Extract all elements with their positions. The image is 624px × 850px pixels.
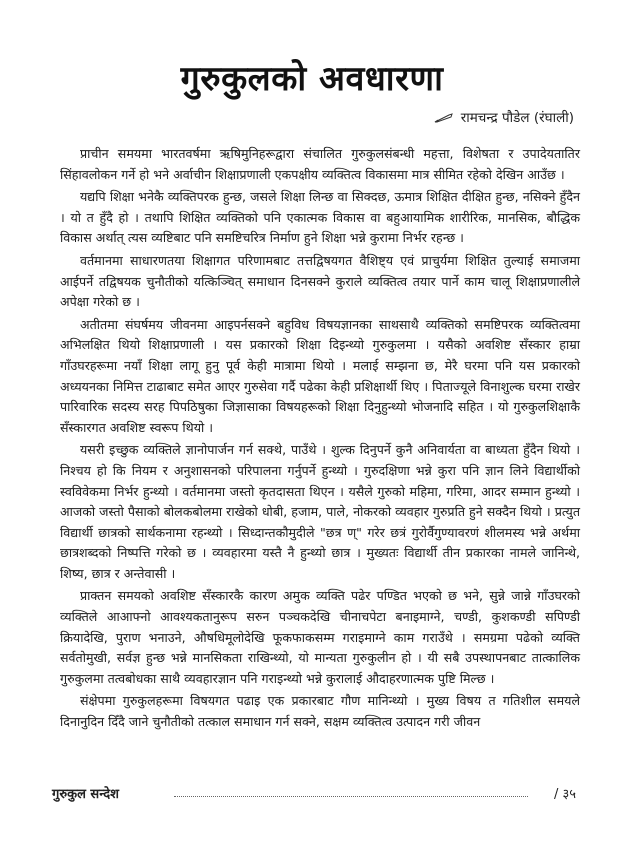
article-title: गुरुकुलको अवधारणा xyxy=(180,59,444,99)
paragraph: प्राक्तन समयको अवशिष्ट सँस्कारकै कारण अमुक व्यक्ति पढेर पण्डित भएको छ भने, सुन्ने जान्ने गाँउघरको व्यक्तिले आआफ्नो आवश्यकतानुरूप सरुन पञ्चकदेखि चीनाचपेटा बनाइमाग्ने, चण्डी, कुशकण्डी सपिण्डी क्रियादेखि, पुराण भनाउने, औषधिमूलोदेखि फूकफाकसम्म गराइमाग्ने काम गराउँथे । समग्रमा पढेको व्यक्ति सर्वतोमुखी, सर्वज्ञ हुन्छ भन्ने मानसिकता राखिन्थ्यो, यो मान्यता गुरुकुलीन हो । यी सबै उपस्थापनबाट तात्कालिक गुरुकुलमा तत्वबोधका साथै व्यवहारज्ञान पनि गराइन्थ्यो भन्ने कुरालाई औदाहरणात्मक पुष्टि मिल्छ । xyxy=(60,588,580,686)
paragraph: वर्तमानमा साधारणतया शिक्षागत परिणामबाट तत्तद्विषयगत वैशिष्ट्य एवं प्राचुर्यमा शिक्षित तुल्याई समाजमा आईपर्ने तद्विषयक चुनौतीको यत्किञ्चित् समाधान दिनसक्ने कुराले व्यक्तित्व तयार पार्ने काम चालू शिक्षाप्रणालीले अपेक्षा गरेको छ । xyxy=(60,252,580,310)
author-line xyxy=(434,108,574,126)
page-number: / ३५ xyxy=(553,787,576,802)
article-body xyxy=(60,144,580,735)
pen-icon xyxy=(434,113,454,123)
footer-divider xyxy=(174,796,528,797)
paragraph: प्राचीन समयमा भारतवर्षमा ऋषिमुनिहरूद्वारा संचालित गुरुकुलसंबन्धी महत्ता, विशेषता र उपादेयतातिर सिंहावलोकन गर्ने हो भने अर्वाचीन शिक्षाप्रणाली एकपक्षीय व्यक्तित्व विकासमा मात्र सीमित रहेको देखिन आउँछ । xyxy=(60,146,580,182)
paragraph: संक्षेपमा गुरुकुलहरूमा विषयगत पढाइ एक प्रकारबाट गौण मानिन्थ्यो । मुख्य विषय त गतिशील समयले दिनानुदिन दिँदै जाने चुनौतीको तत्काल समाधान गर्न सक्ने, सक्षम व्यक्तित्व उत्पादन गरी जीवन xyxy=(60,693,580,730)
paragraph: अतीतमा संघर्षमय जीवनमा आइपर्नसक्ने बहुविध विषयज्ञानका साथसाथै व्यक्तिको समष्टिपरक व्यक्तित्वमा अभिलक्षित थियो शिक्षाप्रणाली । यस प्रकारको शिक्षा दिइन्थ्यो गुरुकुलमा । यसैको अवशिष्ट सँस्कार हाम्रा गाँउघरहरूमा नयाँ शिक्षा लागू हुनु पूर्व केही मात्रामा थियो । मलाई सम्झना छ, मेरै घरमा पनि यस प्रकारको अध्ययनका निमित्त टाढाबाट समेत आएर गुरुसेवा गर्दै पढेका केही प्रशिक्षार्थी थिए । पिताज्यूले विनाशुल्क घरमा राखेर पारिवारिक सदस्य सरह पिपठिषुका जिज्ञासाका विषयहरूको शिक्षा दिनुहुन्थ्यो भोजनादि सहित । यो गुरुकुलशिक्षाकै सँस्कारगत अवशिष्ट स्वरूप थियो । xyxy=(60,316,580,435)
publication-name: गुरुकुल सन्देश xyxy=(52,787,119,802)
paragraph: यद्यपि शिक्षा भनेकै व्यक्तिपरक हुन्छ, जसले शिक्षा लिन्छ वा सिक्दछ, ऊमात्र शिक्षित दीक्षित हुन्छ, नसिक्ने हुँदैन । यो त हुँदै हो । तथापि शिक्षित व्यक्तिको पनि एकात्मक विकास वा बहुआयामिक शारीरिक, मानसिक, बौद्धिक विकास अर्थात् त्यस व्यष्टिबाट पनि समष्टिचरित्र निर्माण हुने शिक्षा भन्ने कुरामा निर्भर रहन्छ । xyxy=(60,189,580,246)
author-name: रामचन्द्र पौडेल (रंघाली) xyxy=(460,110,574,126)
paragraph: यसरी इच्छुक व्यक्तिले ज्ञानोपार्जन गर्न सक्थे, पाउँथे । शुल्क दिनुपर्ने कुनै अनिवार्यता वा बाध्यता हुँदैन थियो । निश्चय हो कि नियम र अनुशासनको परिपालना गर्नुपर्ने हुन्थ्यो । गुरुदक्षिणा भन्ने कुरा पनि ज्ञान लिने विद्यार्थीको स्वविवेकमा निर्भर हुन्थ्यो । वर्तमानमा जस्तो कृतदासता थिएन । यसैले गुरुको महिमा, गरिमा, आदर सम्मान हुन्थ्यो । आजको जस्तो पैसाको बोलकबोलमा राखेको धोबी, हजाम, पाले, नोकरको व्यवहार गुरुप्रति हुने सक्दैन थियो । प्रत्युत विद्यार्थी छात्रको सार्थकनामा रहन्थ्यो । सिध्दान्तकौमुदीले "छत्र ण्" गरेर छत्रं गुरोर्वैगुण्यावरणं शीलमस्य भन्ने अर्थमा छात्रशब्दको निष्पत्ति गरेको छ । व्यवहारमा यस्तै नै हुन्थ्यो छात्र । मुख्यतः विद्यार्थी तीन प्रकारका नामले जानिन्थे, शिष्य, छात्र र अन्तेवासी । xyxy=(60,442,580,581)
